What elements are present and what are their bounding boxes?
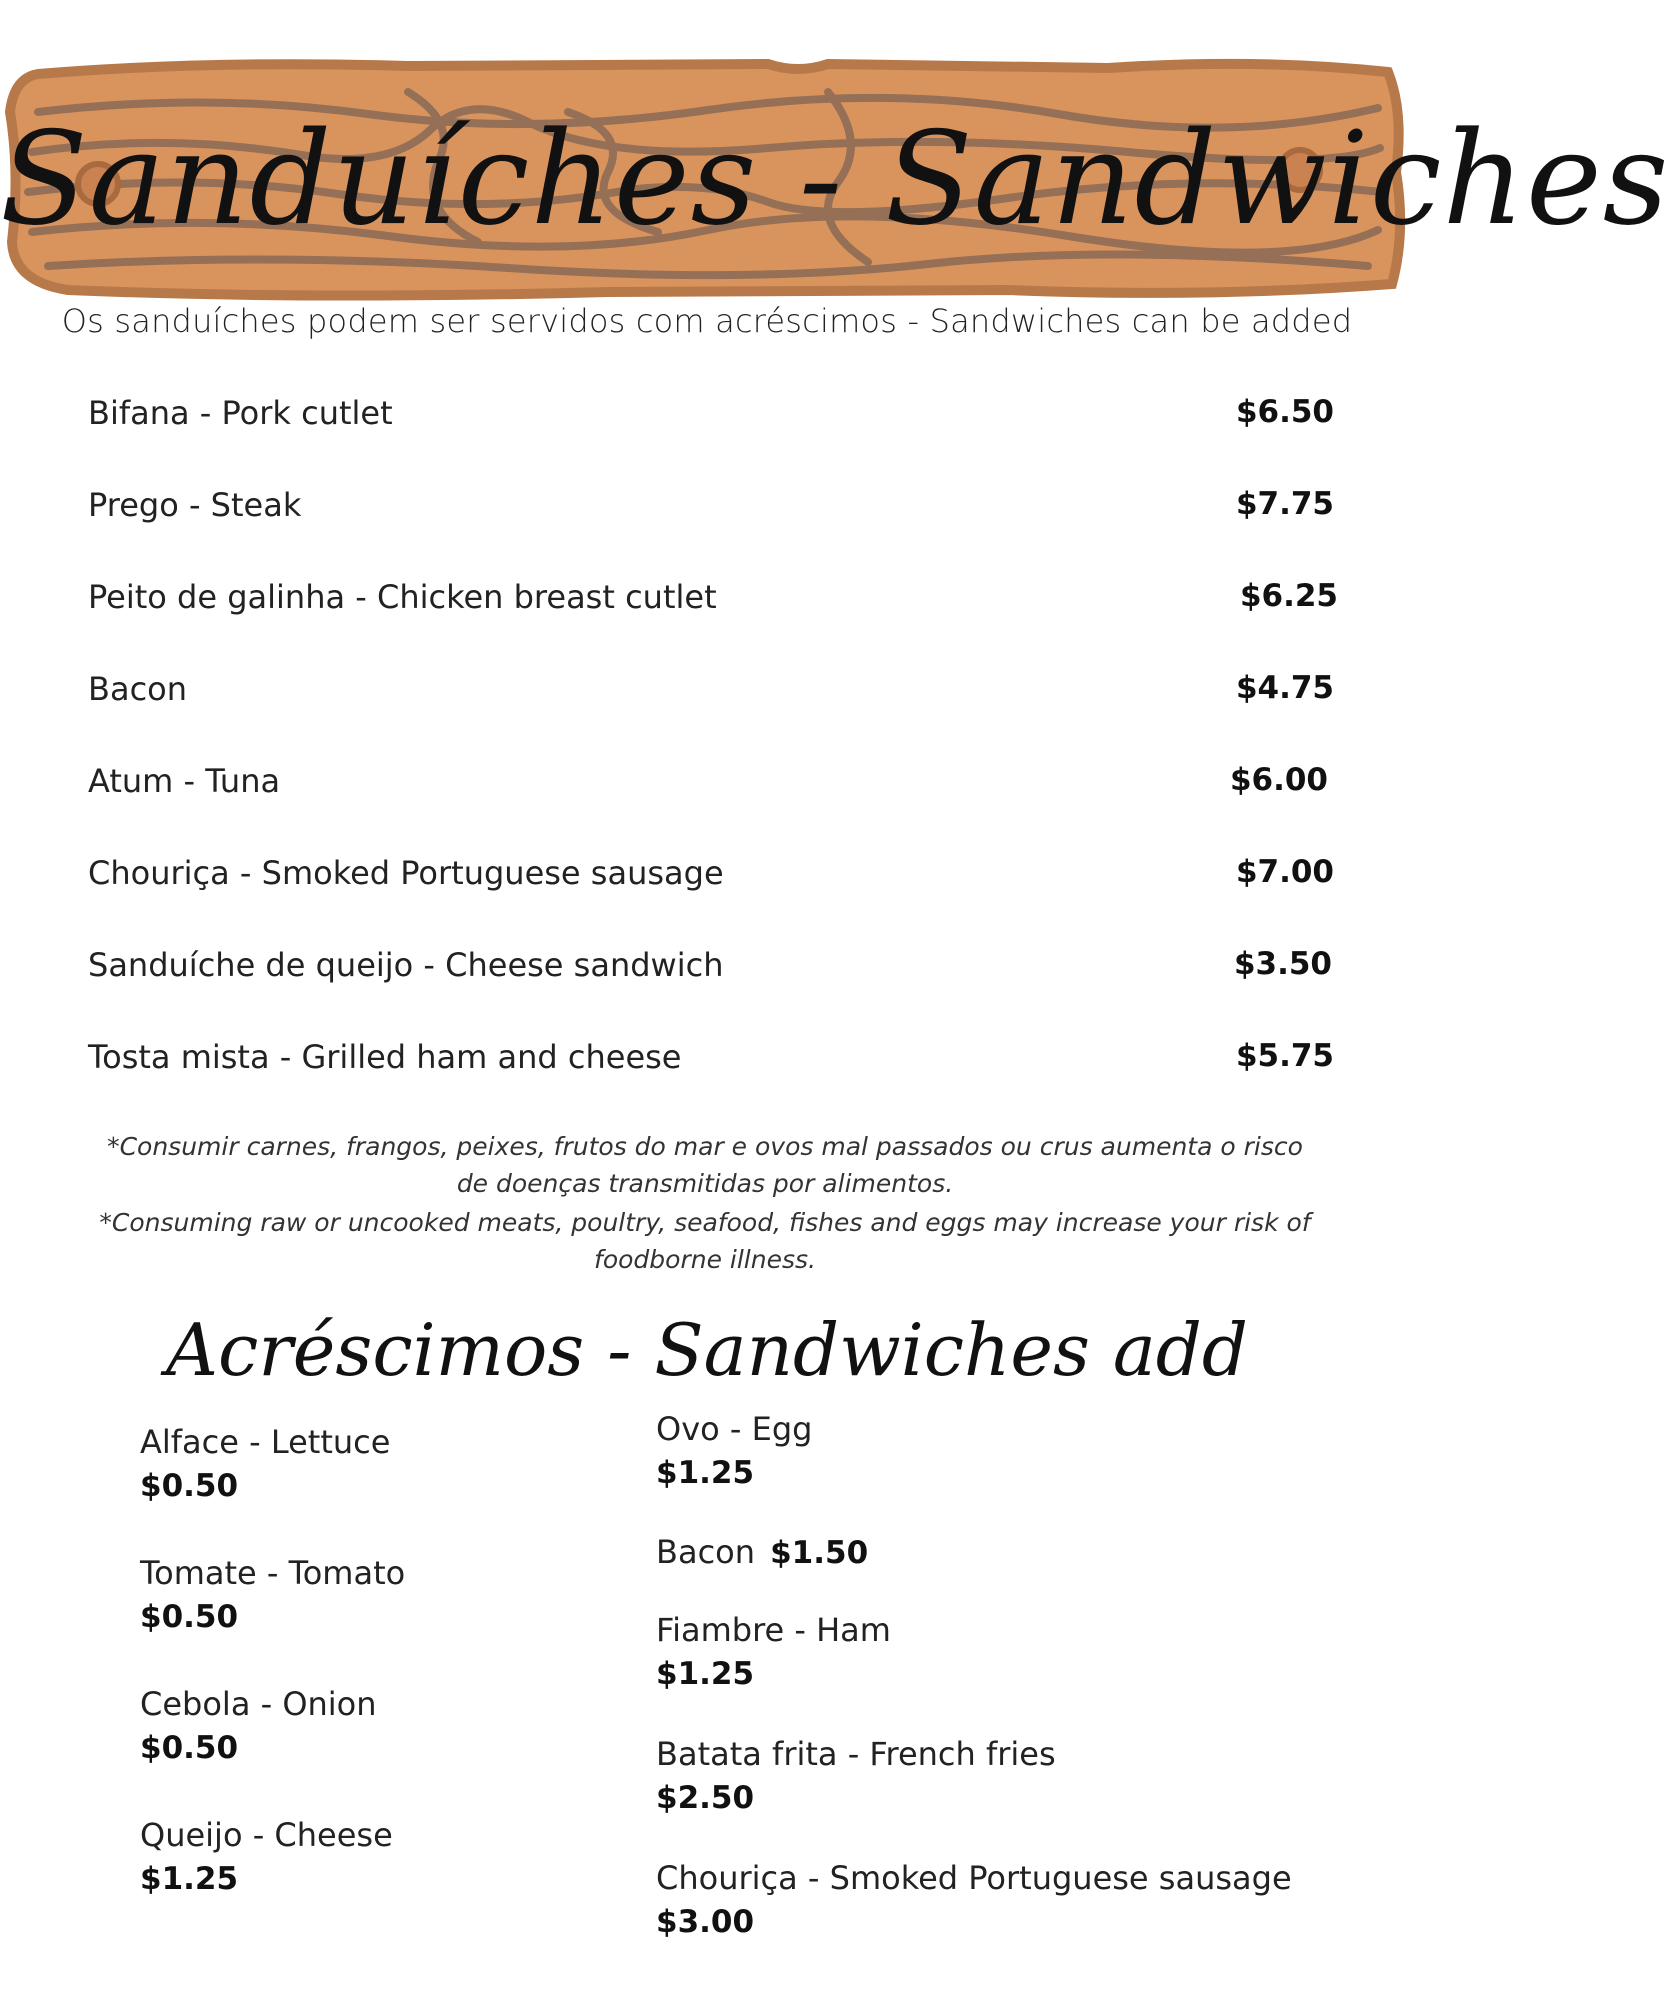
menu-item-price: $6.50 (1235, 394, 1334, 430)
addon-price: $1.50 (770, 1535, 869, 1571)
addon-price: $1.25 (140, 1861, 239, 1897)
menu-item-price: $6.25 (1239, 578, 1338, 614)
notice-english: *Consuming raw or uncooked meats, poultry, seafood, fishes and eggs may increase your risk of foodborne illness. (99, 1208, 1311, 1274)
addon-item (656, 1608, 891, 1696)
menu-item-price: $7.75 (1235, 486, 1334, 522)
menu-item-price: $4.75 (1235, 670, 1334, 706)
addon-price: $1.25 (656, 1455, 755, 1491)
menu-item (88, 486, 1334, 536)
addon-item (656, 1407, 812, 1495)
menu-item-price: $7.00 (1235, 854, 1334, 890)
addon-name: Bacon (656, 1533, 756, 1571)
addon-name: Queijo - Cheese (140, 1816, 393, 1854)
menu-item (88, 854, 1334, 904)
addon-name: Alface - Lettuce (140, 1423, 391, 1461)
menu-item-name: Tosta mista - Grilled ham and cheese (88, 1038, 682, 1076)
addon-item (140, 1813, 393, 1901)
menu-item-name: Peito de galinha - Chicken breast cutlet (88, 578, 717, 616)
menu-item-name: Atum - Tuna (88, 762, 281, 800)
addon-name: Fiambre - Ham (656, 1611, 891, 1649)
menu-item (88, 1038, 1334, 1088)
menu-item (88, 670, 1334, 720)
page-title: Sanduíches - Sandwiches (0, 105, 1669, 254)
menu-item-price: $5.75 (1235, 1038, 1334, 1074)
menu-item (88, 946, 1334, 996)
addon-name: Chouriça - Smoked Portuguese sausage (656, 1859, 1292, 1897)
menu-item (88, 578, 1338, 628)
addon-name: Cebola - Onion (140, 1685, 377, 1723)
addon-item (140, 1551, 405, 1639)
menu-item (88, 762, 1334, 812)
addon-item (656, 1856, 1292, 1944)
menu-item-price: $6.00 (1229, 762, 1328, 798)
addon-price: $0.50 (140, 1730, 239, 1766)
addon-price: $3.00 (656, 1904, 755, 1940)
menu-item-name: Bacon (88, 670, 188, 708)
addon-name: Ovo - Egg (656, 1410, 813, 1448)
menu-item (88, 394, 1334, 444)
menu-item-name: Chouriça - Smoked Portuguese sausage (88, 854, 724, 892)
notice-portuguese: *Consumir carnes, frangos, peixes, frutos do mar e ovos mal passados ou crus aumenta o risco de doenças transmitidas por alimentos. (107, 1132, 1303, 1198)
addon-price: $0.50 (140, 1599, 239, 1635)
addons-title: Acréscimos - Sandwiches add (166, 1308, 1248, 1392)
addon-price: $2.50 (656, 1780, 755, 1816)
menu-item-name: Sanduíche de queijo - Cheese sandwich (88, 946, 724, 984)
addon-name: Batata frita - French fries (656, 1735, 1056, 1773)
addon-name: Tomate - Tomato (140, 1554, 406, 1592)
menu-item-price: $3.50 (1233, 946, 1332, 982)
addon-price: $0.50 (140, 1468, 239, 1504)
menu-item-name: Bifana - Pork cutlet (88, 394, 393, 432)
addon-item (656, 1530, 868, 1575)
addon-item (140, 1682, 377, 1770)
page-subtitle: Os sanduíches podem ser servidos com acréscimos - Sandwiches can be added (61, 302, 1353, 340)
menu-item-name: Prego - Steak (88, 486, 302, 524)
addon-price: $1.25 (656, 1656, 755, 1692)
addon-item (140, 1420, 390, 1508)
addon-item (656, 1732, 1056, 1820)
